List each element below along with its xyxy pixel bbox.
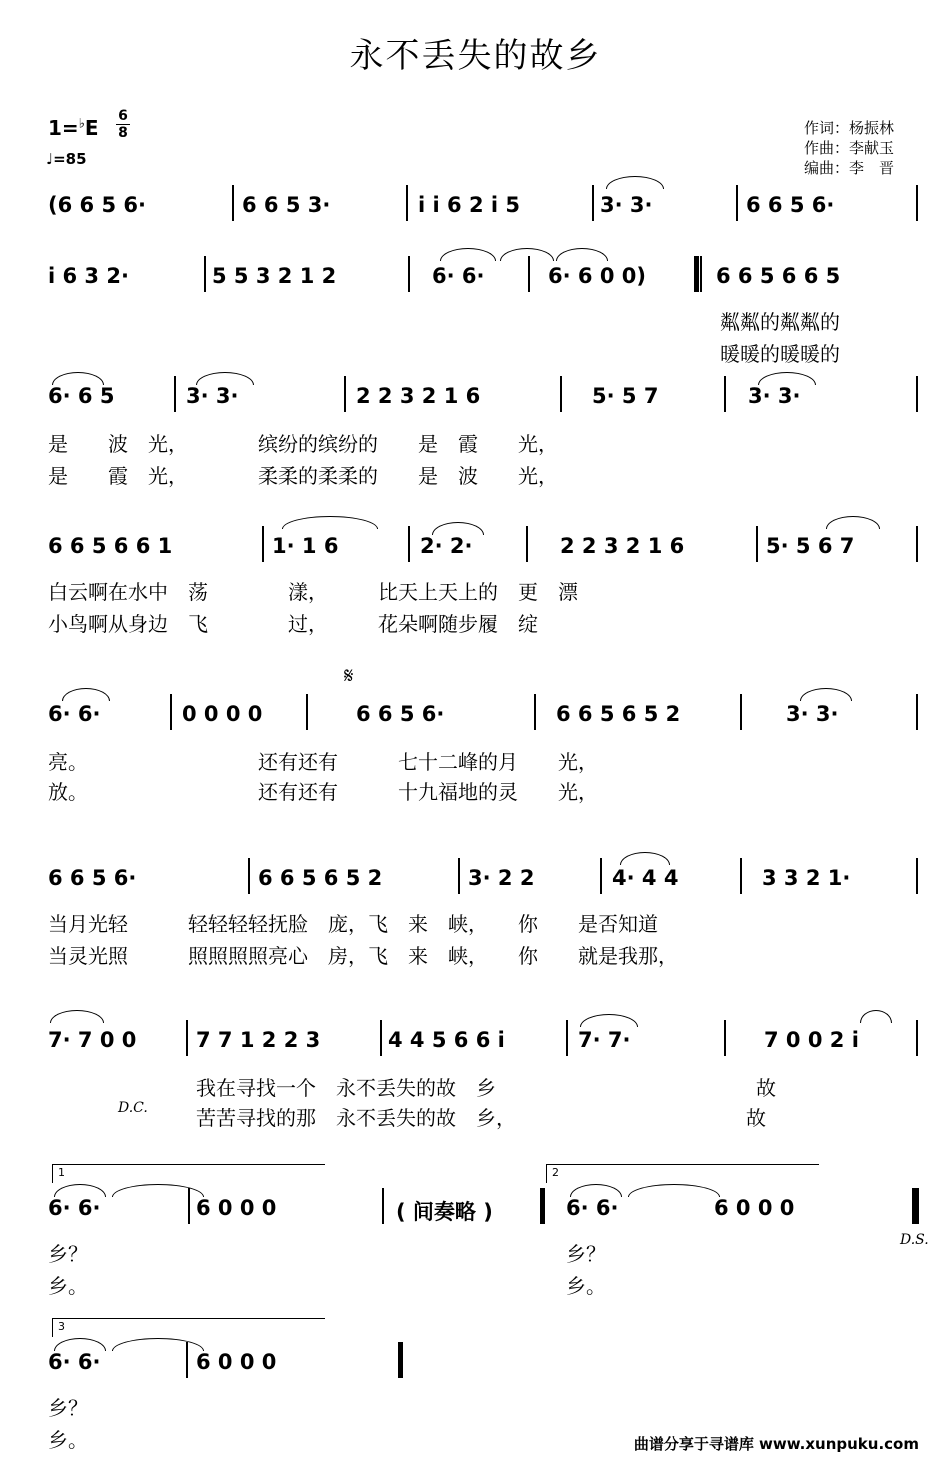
- measure: 7 0 0 2 i: [764, 1028, 859, 1052]
- slur-arc: [282, 516, 378, 529]
- measure: 6 6 5 6 5 2: [258, 866, 383, 890]
- dal-segno-marker: D.S.: [900, 1232, 929, 1248]
- barline: [382, 1188, 384, 1224]
- measure: 5· 5 7: [592, 384, 659, 408]
- segno-sign: 𝄋: [344, 664, 354, 689]
- slur-arc: [800, 688, 852, 701]
- measure: 6· 6·: [432, 264, 485, 288]
- measure: 3 3 2 1·: [762, 866, 851, 890]
- measure: 6 6 5 6 6 1: [48, 534, 173, 558]
- barline: [740, 694, 742, 730]
- barline: [736, 185, 738, 221]
- barline: [248, 858, 250, 894]
- barline: [534, 694, 536, 730]
- measure: 6· 6 0 0): [548, 264, 646, 288]
- measure: 6· 6·: [48, 702, 101, 726]
- key-signature: [48, 116, 99, 140]
- slur-arc: [112, 1338, 204, 1351]
- lyric-line: 当灵光照 照照照照亮心 房，飞 来 峡， 你 就是我那，: [48, 944, 678, 968]
- slur-arc: [606, 176, 664, 189]
- measure: 6 0 0 0: [196, 1196, 277, 1220]
- lyric-line: 是 霞 光， 柔柔的柔柔的 是 波 光，: [48, 464, 558, 488]
- measure: 6· 6 5: [48, 384, 115, 408]
- measure: 2 2 3 2 1 6: [356, 384, 481, 408]
- barline: [916, 526, 918, 562]
- barline: [406, 185, 408, 221]
- measure: (6 6 5 6·: [48, 193, 146, 217]
- heavy-barline: [540, 1188, 545, 1224]
- lyric-line: 乡。: [48, 1428, 88, 1452]
- lyric-line: 小鸟啊从身边 飞 过， 花朵啊随步履 绽: [48, 612, 538, 636]
- slur-arc: [570, 1184, 622, 1197]
- time-top: 6: [118, 108, 128, 124]
- lyric-line: 白云啊在水中 荡 漾， 比天上天上的 更 漂: [48, 580, 578, 604]
- barline: [916, 185, 918, 221]
- watermark-footer: 曲谱分享于寻谱库 www.xunpuku.com: [633, 1435, 919, 1453]
- heavy-barline: [398, 1342, 403, 1378]
- barline: [916, 376, 918, 412]
- measure: 7· 7·: [578, 1028, 631, 1052]
- slur-arc: [620, 852, 670, 865]
- credits: [804, 118, 894, 178]
- volta-2-number: 2: [552, 1166, 559, 1179]
- slur-arc: [628, 1184, 720, 1197]
- barline: [458, 858, 460, 894]
- slur-arc: [758, 372, 816, 385]
- barline: [344, 376, 346, 412]
- barline: [700, 256, 702, 292]
- barline: [916, 858, 918, 894]
- measure: 3· 2 2: [468, 866, 535, 890]
- measure: 6· 6·: [48, 1196, 101, 1220]
- barline: [408, 526, 410, 562]
- measure: 0 0 0 0: [182, 702, 263, 726]
- tempo-marking: ♩=85: [46, 150, 87, 168]
- barline: [916, 694, 918, 730]
- slur-arc: [500, 248, 554, 261]
- barline: [592, 185, 594, 221]
- measure: 5· 5 6 7: [766, 534, 855, 558]
- measure: 6 0 0 0: [714, 1196, 795, 1220]
- slur-arc: [556, 248, 608, 261]
- slur-arc: [826, 516, 880, 529]
- measure: 6· 6·: [566, 1196, 619, 1220]
- barline: [528, 256, 530, 292]
- volta-3-bracket: [52, 1318, 325, 1337]
- measure: 3· 3·: [186, 384, 239, 408]
- flat-symbol: ♭: [78, 116, 85, 132]
- barline: [232, 185, 234, 221]
- heavy-barline: [694, 256, 699, 292]
- measure: 6 6 5 6·: [356, 702, 445, 726]
- lyric-line: 我在寻找一个 永不丢失的故 乡 故: [196, 1076, 776, 1100]
- slur-arc: [54, 1184, 106, 1197]
- time-bottom: 8: [118, 125, 128, 141]
- slur-arc: [432, 522, 484, 535]
- measure: 3· 3·: [786, 702, 839, 726]
- volta-3-number: 3: [58, 1320, 65, 1333]
- measure: ( 间奏略 ): [396, 1200, 493, 1224]
- slur-arc: [580, 1014, 638, 1027]
- slur-arc: [52, 372, 104, 385]
- measure: 6 6 5 6 5 2: [556, 702, 681, 726]
- measure: 1· 1 6: [272, 534, 339, 558]
- lyric-line: 苦苦寻找的那 永不丢失的故 乡， 故: [196, 1106, 766, 1130]
- slur-arc: [196, 372, 254, 385]
- barline: [408, 256, 410, 292]
- measure: 3· 3·: [748, 384, 801, 408]
- lyric-line: 亮。 还有还有 七十二峰的月 光，: [48, 750, 598, 774]
- measure: 2· 2·: [420, 534, 473, 558]
- barline: [170, 694, 172, 730]
- measure: 6 6 5 6·: [48, 866, 137, 890]
- measure: 4· 4 4: [612, 866, 679, 890]
- barline: [916, 1020, 918, 1056]
- barline: [600, 858, 602, 894]
- barline: [566, 1020, 568, 1056]
- lyric-line: 是 波 光， 缤纷的缤纷的 是 霞 光，: [48, 432, 558, 456]
- barline: [560, 376, 562, 412]
- barline: [526, 526, 528, 562]
- barline: [724, 1020, 726, 1056]
- volta-1-bracket: [52, 1164, 325, 1183]
- slur-arc: [860, 1010, 892, 1023]
- barline: [756, 526, 758, 562]
- barline: [186, 1020, 188, 1056]
- measure: 6· 6·: [48, 1350, 101, 1374]
- heavy-barline: [914, 1188, 919, 1224]
- composer: 作曲：李献玉: [804, 139, 895, 157]
- measure: 6 0 0 0: [196, 1350, 277, 1374]
- da-capo-marker: D.C.: [118, 1100, 148, 1116]
- lyric-line: 乡？: [566, 1242, 606, 1266]
- lyric-line: 乡？: [48, 1242, 88, 1266]
- lyric-line: 暖暖的暖暖的: [720, 342, 840, 366]
- measure: 7· 7 0 0: [48, 1028, 137, 1052]
- barline: [174, 376, 176, 412]
- measure: 6 6 5 6 6 5: [716, 264, 841, 288]
- lyric-line: 乡。: [48, 1274, 88, 1298]
- key-note: E: [84, 116, 99, 140]
- slur-arc: [440, 248, 496, 261]
- barline: [740, 858, 742, 894]
- barline: [306, 694, 308, 730]
- barline: [724, 376, 726, 412]
- lyricist: 作词：杨振林: [804, 119, 895, 137]
- measure: 3· 3·: [600, 193, 653, 217]
- lyric-line: 乡？: [48, 1396, 88, 1420]
- measure: 6 6 5 3·: [242, 193, 331, 217]
- slur-arc: [54, 1338, 106, 1351]
- time-signature: [116, 108, 130, 141]
- barline: [380, 1020, 382, 1056]
- barline: [262, 526, 264, 562]
- volta-2-bracket: [546, 1164, 819, 1183]
- measure: i i 6 2 i 5: [418, 193, 520, 217]
- arranger: 编曲：李 晋: [804, 159, 895, 177]
- slur-arc: [50, 1010, 104, 1023]
- volta-1-number: 1: [58, 1166, 65, 1179]
- measure: i 6 3 2·: [48, 264, 129, 288]
- measure: 2 2 3 2 1 6: [560, 534, 685, 558]
- measure: 5 5 3 2 1 2: [212, 264, 337, 288]
- barline: [204, 256, 206, 292]
- lyric-line: 当月光轻 轻轻轻轻抚脸 庞，飞 来 峡， 你 是否知道: [48, 912, 658, 936]
- measure: 4 4 5 6 6 i: [388, 1028, 505, 1052]
- measure: 6 6 5 6·: [746, 193, 835, 217]
- lyric-line: 放。 还有还有 十九福地的灵 光，: [48, 780, 598, 804]
- key-prefix: 1=: [48, 116, 79, 140]
- lyric-line: 粼粼的粼粼的: [720, 310, 840, 334]
- slur-arc: [112, 1184, 204, 1197]
- slur-arc: [62, 688, 110, 701]
- lyric-line: 乡。: [566, 1274, 606, 1298]
- page-title: 永不丢失的故乡: [349, 36, 602, 76]
- measure: 7 7 1 2 2 3: [196, 1028, 321, 1052]
